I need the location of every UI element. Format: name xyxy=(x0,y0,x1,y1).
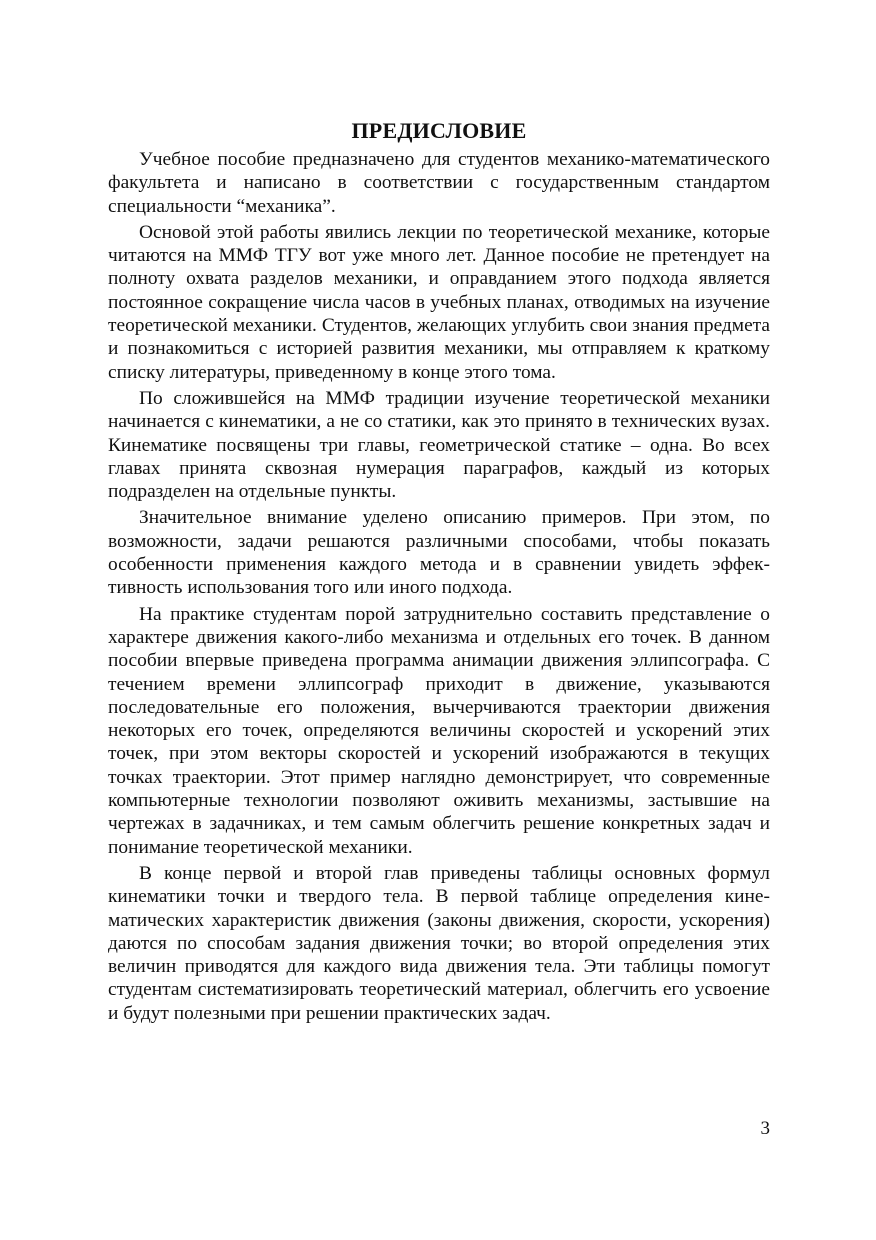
page-number: 3 xyxy=(760,1118,770,1139)
paragraph-kinematics-tradition: По сложившейся на ММФ традиции изучение теоретической механики начинается с кинематики, а не со статики, как это принято в технических вузах. Кинематике посвящены три главы, геометрической статике – одна. Во всех главах принята сквозная нумерация параграфов, каждый из которых подразделен на отдельные пункты. xyxy=(108,387,770,503)
paragraph-animation: На практике студентам порой затруднительно составить представление о характере движения какого-либо механизма и отдельных его точек. В данном пособии впервые приведена программа анимации движения эллипсографа. С течением времени эллипсограф приходит в движение, указываются последовательные его положения, вычерчиваются траектории движения некоторых его точек, определяются величины скоростей и ускорений этих точек, при этом векторы скоростей и ускорений изображаются в текущих точках траектории. Этот пример наглядно демонстрирует, что современные компьютерные технологии позволяют оживить механизмы, застывшие на чертежах в задачниках, и тем самым облегчить решение конкретных задач и понимание теоретической механики. xyxy=(108,603,770,858)
paragraph-lectures-basis: Основой этой работы явились лекции по теоретической механике, которые читаются на ММФ ТГУ вот уже много лет. Данное пособие не претендует на полноту охвата разделов механики, и оправданием этого подхода является постоянное сокращение числа часов в учебных планах, отводимых на изучение теоретической механики. Студентов, желающих углубить свои знания предмета и познакомиться с историей развития механики, мы отправляем к краткому списку литературы, приведенному в конце этого тома. xyxy=(108,221,770,383)
page-title: ПРЕДИСЛОВИЕ xyxy=(351,118,527,143)
paragraph-examples: Значительное внимание уделено описанию примеров. При этом, по возможности, задачи решаются различными способами, чтобы показать особенности применения каждого метода и в сравнении увидеть эффективность использования того или иного подхода. xyxy=(108,507,770,599)
document-page xyxy=(108,116,770,1028)
paragraph-tables: В конце первой и второй глав приведены таблицы основных формул кинематики точки и твердого тела. В первой таблице определения кинематических характеристик движения (законы движения, скорости, ускорения) даются по способам задания движения точки; во второй определения этих величин приводятся для каждого вида движения тела. Эти таблицы помогут студентам систематизировать теоретический материал, облегчить его усвоение и будут полезными при решении практических задач. xyxy=(108,862,770,1024)
paragraph-intro: Учебное пособие предназначено для студентов механико-математического факультета и написано в соответствии с государственным стандартом специальности “механика”. xyxy=(108,149,770,217)
